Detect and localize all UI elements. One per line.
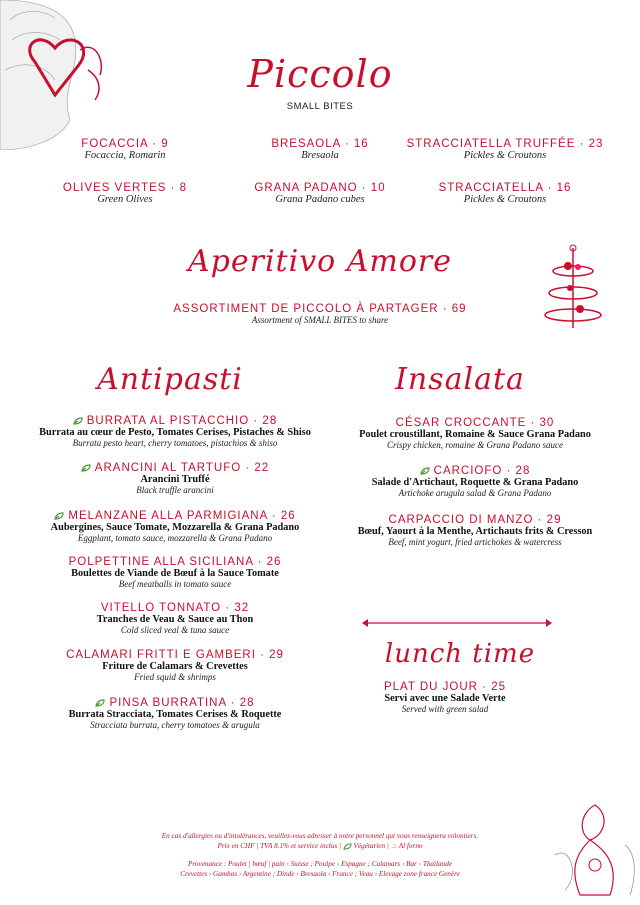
piccolo-item: BRESAOLA · 16 Bresaola <box>271 138 369 161</box>
antipasti-title: Antipasti <box>97 362 243 397</box>
vegetarian-icon <box>73 417 83 425</box>
vegetarian-icon <box>343 843 352 850</box>
lunch-divider <box>362 617 552 629</box>
piccolo-item: OLIVES VERTES · 8 Green Olives <box>62 182 188 205</box>
piccolo-item: STRACCIATELLA · 16 Pickles & Croutons <box>438 182 572 205</box>
piccolo-item: GRANA PADANO · 10 Grana Padano cubes <box>254 182 386 205</box>
vegetarian-icon <box>420 467 430 475</box>
antipasti-item: CALAMARI FRITTI E GAMBERI · 29 Friture de Calamars & Crevettes Fried squid & shrimps <box>66 649 284 682</box>
insalata-item: CÉSAR CROCCANTE · 30 Poulet croustillant, Romaine & Sauce Grana Padano Crispy chicken, romaine & Grana Padano sauce <box>359 417 591 450</box>
antipasti-item: MELANZANE ALLA PARMIGIANA · 26 Aubergines, Sauce Tomate, Mozzarella & Grana Padano Eggplant, tomato sauce, mozzarella & Grana Padano <box>50 510 300 543</box>
cupid-heart-illustration <box>0 0 120 150</box>
lunch-title: lunch time <box>384 639 536 669</box>
insalata-item: CARCIOFO · 28 Salade d'Artichaut, Roquette & Grana Padano Artichoke arugula salad & Grana Padano <box>371 465 579 498</box>
aperitivo-title: Aperitivo Amore <box>187 244 453 279</box>
antipasti-item: VITELLO TONNATO · 32 Tranches de Veau & Sauce au Thon Cold sliced veal & tuna sauce <box>96 602 254 635</box>
cake-stand-illustration <box>540 243 610 333</box>
vegetarian-icon <box>81 464 91 472</box>
lunch-item: PLAT DU JOUR · 25 Servi avec une Salade Verte Served with green salad <box>383 681 507 714</box>
venus-illustration <box>550 795 640 905</box>
oven-icon: ♨ <box>390 842 398 850</box>
piccolo-title: Piccolo <box>247 52 393 96</box>
piccolo-item: STRACCIATELLA TRUFFÉE · 23 Pickles & Croutons <box>406 138 604 161</box>
vegetarian-icon <box>54 512 64 520</box>
antipasti-item: BURRATA AL PISTACCHIO · 28 Burrata au cœur de Pesto, Tomates Cerises, Pistaches & Shiso Burrata pesto heart, cherry tomatoes, pistachios & shiso <box>39 415 311 448</box>
aperitivo-item: ASSORTIMENT DE PICCOLO À PARTAGER · 69 Assortment of SMALL BITES to share <box>173 303 467 325</box>
insalata-title: Insalata <box>395 362 525 397</box>
vegetarian-icon <box>95 699 105 707</box>
antipasti-item: POLPETTINE ALLA SICILIANA · 26 Boulettes de Viande de Bœuf à la Sauce Tomate Beef meatballs in tomato sauce <box>68 556 282 589</box>
antipasti-item: ARANCINI AL TARTUFO · 22 Arancini Truffé Black truffle arancini <box>10 462 340 495</box>
insalata-item: CARPACCIO DI MANZO · 29 Bœuf, Yaourt à la Menthe, Artichauts frits & Cresson Beef, mint yogurt, fried artichokes & watercress <box>357 514 593 547</box>
footer-notes: En cas d'allergies ou d'intolérances, veuillez-vous adresser à notre personnel qui vous renseignera volontiers. Prix en CHF | TVA 8.1% et service inclus | Végétarien | ♨ Al forno Provenance : Poulet | bœuf | pain › Suisse ; Poulpe › Espagne ; Calamars › Bar › Thaïlande Crevettes › Gambas › Argentine ; Dinde › Bresaola › France ; Veau › Elevage zone france Genère <box>161 832 479 878</box>
piccolo-item: FOCACCIA · 9 Focaccia, Romarin <box>81 138 169 161</box>
antipasti-item: PINSA BURRATINA · 28 Burrata Stracciata, Tomates Cerises & Roquette Stracciata burrata, cherry tomatoes & arugula <box>68 697 282 730</box>
piccolo-subtitle: SMALL BITES <box>286 101 354 112</box>
